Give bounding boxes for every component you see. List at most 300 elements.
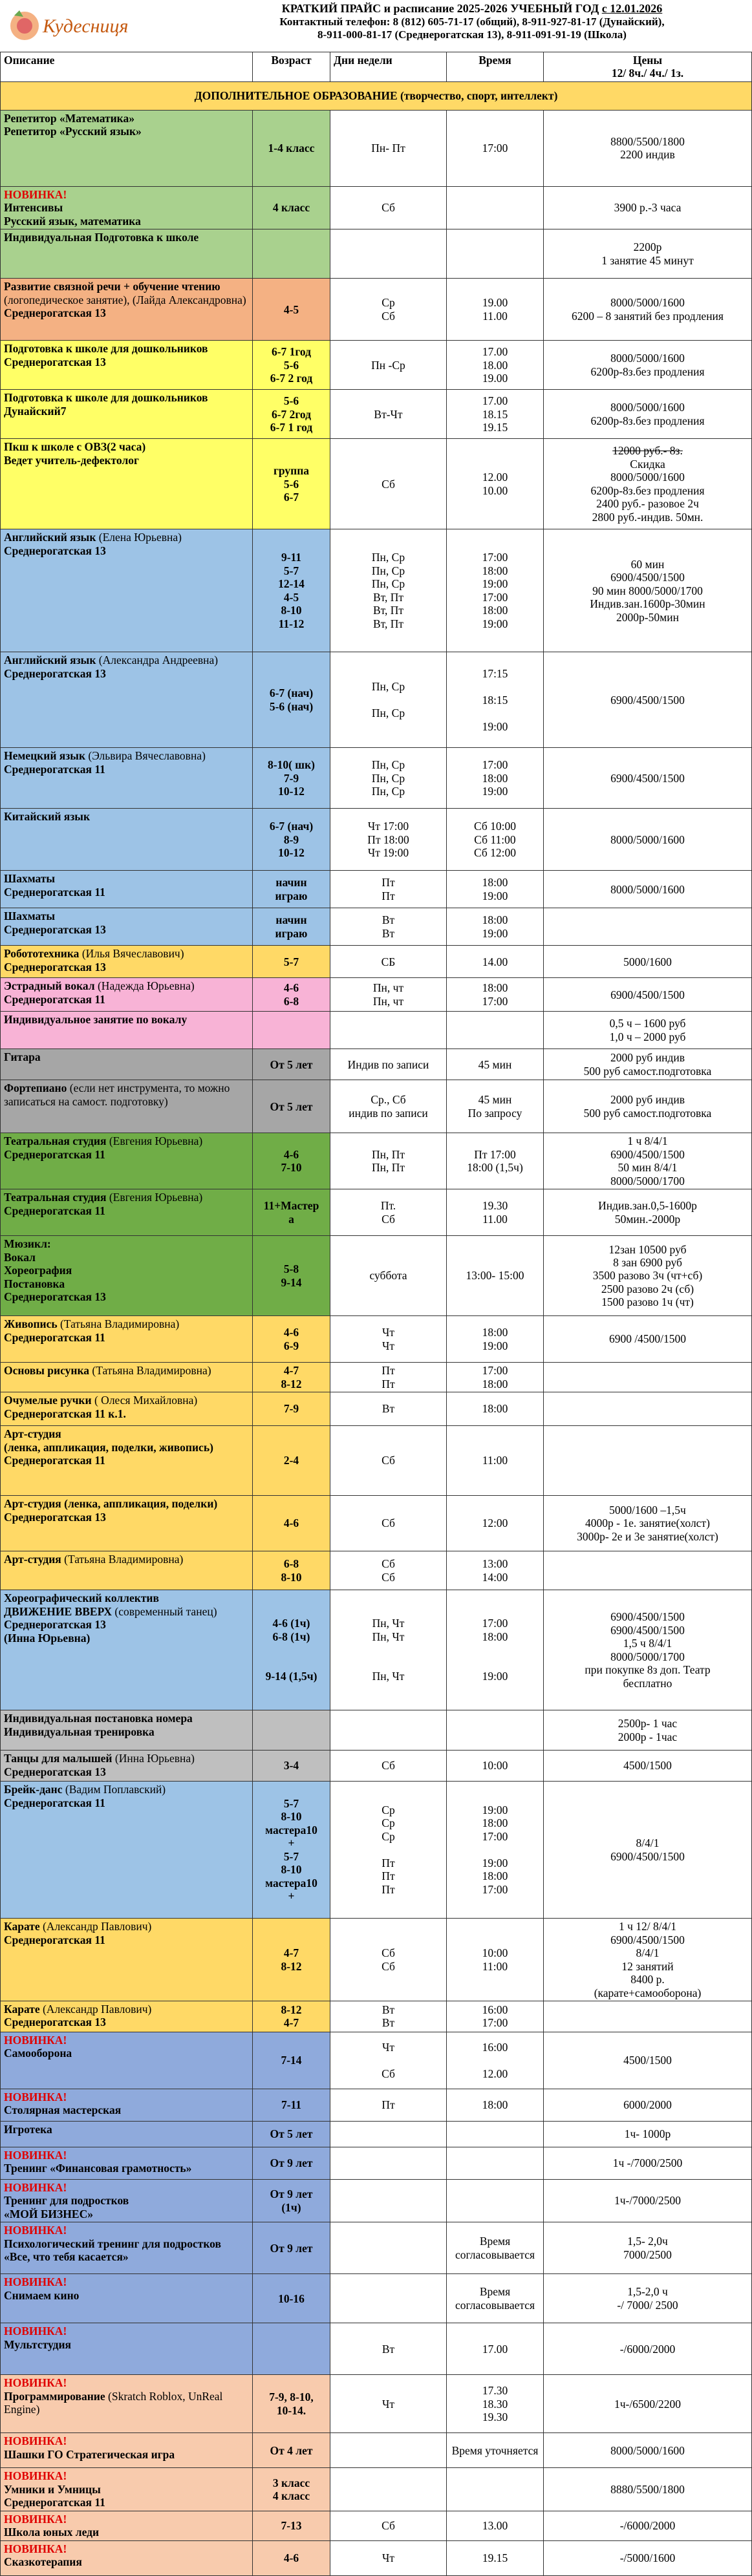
age-value: От 9 лет (1ч) [270,2187,313,2214]
row-age [253,1316,330,1363]
price-value: 60 мин 6900/4500/1500 90 мин 8000/5000/1700 Индив.зан.1600р-30мин 2000р-50мин [590,557,705,624]
row-days [330,2089,447,2121]
row-title: Подготовка к школе для дошкольников Дунайский7 [4,391,208,418]
row-desc [1,1751,253,1782]
price-value: 8000/5000/1600 [610,833,685,846]
age-value: 3-4 [283,1759,299,1772]
row-title: Шахматы Среднерогатская 11 [4,872,105,899]
row-title: Арт-студия [4,1553,61,1566]
row-days [330,110,447,186]
new-badge: НОВИНКА! [4,2090,67,2103]
row-desc [1,1012,253,1049]
row-days [330,529,447,652]
row-price [544,1080,752,1133]
days-value: Сб [381,1454,395,1467]
row-time [447,809,544,871]
age-value: 3 класс 4 класс [272,2476,310,2503]
row-title: Живопись [4,1317,58,1331]
table-row [1,1710,752,1751]
row-title: Карате [4,1920,40,1933]
days-value: Сб [381,1517,395,1530]
row-days [330,1919,447,2001]
time-value: 19:00 18:00 17:00 19:00 18:00 17:00 [482,1804,508,1896]
row-time [447,1590,544,1710]
row-title: Индивидуальное занятие по вокалу [4,1013,188,1027]
table-row [1,229,752,279]
table-row [1,2032,752,2089]
row-price [544,1710,752,1751]
time-value: 17.00 18.15 19.15 [482,394,508,434]
row-location: Среднерогатская 13 [4,1765,106,1778]
row-days [330,1189,447,1236]
row-days [330,1782,447,1919]
row-subtitle: (Илья Вячеславович) [81,947,184,961]
row-days [330,279,447,341]
price-value: 1ч-/7000/2500 [614,2194,682,2208]
row-days [330,2375,447,2433]
days-value: Пн, Ср Пн, Ср Пн, Ср [371,758,405,798]
row-days [330,1012,447,1049]
price-value: 6900/4500/1500 6900/4500/1500 1,5 ч 8/4/1 8000/5000/1700 при покупке 8з доп. Театр бесплатно [585,1610,711,1690]
days-value: СБ [381,955,396,968]
days-value: Сб [381,2519,395,2533]
table-row [1,2468,752,2511]
table-row [1,1426,752,1496]
row-age [253,1363,330,1392]
section-title: ДОПОЛНИТЕЛЬНОЕ ОБРАЗОВАНИЕ (творчество, спорт, интеллект) [1,81,752,110]
row-days [330,1236,447,1316]
row-time [447,1919,544,2001]
header [0,0,751,52]
row-subtitle: (если нет инструмента, то можно записаться на самост. подготовку) [4,1081,230,1108]
row-days [330,186,447,229]
row-price [544,2179,752,2222]
age-value: 9-11 5-7 12-14 4-5 8-10 11-12 [278,551,305,630]
row-desc [1,2511,253,2540]
row-desc [1,1236,253,1316]
days-value: Пн, Ср Пн, Ср [371,680,405,720]
days-value: Сб [381,477,395,491]
price-value: -/6000/2000 [619,2342,676,2356]
row-price [544,1133,752,1189]
contact-line2: 8-911-000-81-17 (Среднерогатская 13), 8-911-091-91-19 (Школа) [317,28,627,41]
row-price [544,809,752,871]
price-value: 8000/5000/1600 6200 – 8 занятий без продления [572,296,724,323]
row-subtitle: (Надежда Юрьевна) [97,979,195,993]
age-value: начин играю [275,876,308,902]
table-row [1,186,752,229]
age-value: 7-9, 8-10, 10-14. [269,2390,314,2417]
row-days [330,2121,447,2147]
col-time: Время [447,52,544,82]
table-row [1,871,752,908]
price-value: Индив.зан.0,5-1600р 50мин.-2000р [598,1199,697,1226]
time-value: 17:00 [482,142,508,155]
row-price [544,1426,752,1496]
time-value: 17:00 18:00 [482,1364,508,1390]
row-title: Театральная студия [4,1134,107,1148]
row-days [330,1363,447,1392]
row-location: Среднерогатская 11 [4,762,105,776]
table-row [1,1049,752,1080]
row-price [544,110,752,186]
row-time [447,2121,544,2147]
table-row [1,279,752,341]
row-age [253,1710,330,1751]
days-value: Сб [381,1759,395,1772]
row-subtitle: (Инна Юрьевна) [114,1752,195,1765]
row-price [544,1551,752,1590]
table-row [1,2511,752,2540]
new-badge: НОВИНКА! [4,2033,67,2047]
table-row [1,2001,752,2032]
row-price [544,978,752,1012]
row-age [253,2323,330,2375]
row-days [330,2222,447,2274]
row-price [544,1189,752,1236]
table-row [1,1363,752,1392]
row-time [447,2468,544,2511]
age-value: 7-9 [283,1402,299,1416]
row-desc [1,1189,253,1236]
row-age [253,908,330,946]
table-row [1,1392,752,1426]
age-value: 4-6 6-8 [283,981,299,1008]
table-header [1,52,752,82]
row-title: Гитара [4,1050,41,1064]
row-age [253,2147,330,2179]
row-desc [1,2032,253,2089]
row-desc [1,748,253,809]
row-title: Театральная студия [4,1191,107,1204]
row-desc [1,2323,253,2375]
row-price [544,2540,752,2575]
row-age [253,1236,330,1316]
age-value: 11+Мастер а [263,1199,319,1226]
row-age [253,2001,330,2032]
row-location: Среднерогатская 11 [4,1933,105,1946]
row-days [330,2001,447,2032]
time-value: 17:00 18:00 19:00 [482,1617,508,1683]
row-desc [1,1049,253,1080]
row-title: Робототехника [4,947,80,961]
row-title: Игротека [4,2122,52,2136]
age-value: От 5 лет [270,1100,313,1113]
row-location: Среднерогатская 11 [4,2496,105,2509]
logo-text: Кудесниця [43,16,129,37]
price-value: 6900/4500/1500 [610,988,685,1001]
row-time [447,2375,544,2433]
row-time [447,186,544,229]
row-age [253,946,330,978]
time-value: 17.30 18.30 19.30 [482,2384,508,2424]
row-desc [1,186,253,229]
row-days [330,1133,447,1189]
price-value: 1ч- 1000р [624,2127,671,2141]
age-value: 6-8 8-10 [281,1557,302,1584]
row-age [253,2089,330,2121]
row-subtitle: (Skratch Roblox, UnReal Engine) [4,2389,223,2416]
row-price [544,2222,752,2274]
row-desc [1,1496,253,1551]
time-value: 16:00 12.00 [482,2040,508,2080]
row-title: Психологический тренинг для подростков «Все, что тебя касается» [4,2237,221,2264]
price-value: 3900 р.-3 часа [614,201,682,215]
row-age [253,341,330,390]
age-value: 4-6 6-9 [283,1326,299,1352]
row-time [447,1551,544,1590]
time-value: Время уточняется [451,2443,539,2457]
new-badge: НОВИНКА! [4,2180,67,2194]
days-value: Пн, Ср Пн, Ср Пн, Ср Вт, Пт Вт, Пт Вт, Пт [371,551,405,630]
row-time [447,1751,544,1782]
row-title: Карате [4,2002,40,2016]
row-time [447,2323,544,2375]
row-desc [1,946,253,978]
row-title: Программирование [4,2389,105,2403]
row-title: Китайский язык [4,810,91,824]
days-value: Пн- Пт [371,142,405,155]
row-time [447,390,544,439]
price-value: -/5000/1600 [619,2551,676,2564]
days-value: Чт Чт [381,1326,395,1352]
row-location: Среднерогатская 13 [4,2016,106,2029]
row-price [544,871,752,908]
row-desc [1,1316,253,1363]
row-desc [1,1551,253,1590]
row-age [253,2375,330,2433]
row-price [544,652,752,748]
row-days [330,1751,447,1782]
price-value: 8880/5500/1800 [610,2482,685,2496]
row-time [447,946,544,978]
row-subtitle: (Вадим Поплавский) [65,1783,166,1796]
row-price [544,341,752,390]
row-time [447,1782,544,1919]
row-days [330,748,447,809]
row-age [253,652,330,748]
table-row [1,439,752,529]
row-desc [1,978,253,1012]
days-value: Вт Вт [381,913,395,940]
row-location: Среднерогатская 13 (Инна Юрьевна) [4,1618,106,1645]
row-time [447,2179,544,2222]
age-value: 7-13 [281,2519,302,2533]
row-days [330,1590,447,1710]
new-badge: НОВИНКА! [4,2512,67,2526]
row-price [544,1049,752,1080]
row-time [447,908,544,946]
days-value: Вт [381,1402,395,1416]
age-value: 4-6 7-10 [281,1147,302,1175]
row-days [330,2540,447,2575]
row-time [447,2001,544,2032]
table-row [1,908,752,946]
row-days [330,652,447,748]
age-value: 4-7 8-12 [281,1946,302,1973]
row-title: Арт-студия (ленка, аппликация, поделки, живопись) [4,1427,213,1454]
row-age [253,390,330,439]
table-row [1,1551,752,1590]
row-price [544,748,752,809]
table-row [1,1189,752,1236]
row-price [544,2147,752,2179]
time-value: 13:00- 15:00 [466,1269,524,1283]
row-price [544,2375,752,2433]
row-desc [1,2375,253,2433]
contact-line1: Контактный телефон: 8 (812) 605-71-17 (общий), 8-911-927-81-17 (Дунайский), [279,16,665,28]
row-subtitle: (Александра Андреевна) [98,654,219,667]
row-desc [1,439,253,529]
row-desc [1,2001,253,2032]
row-age [253,1392,330,1426]
row-price [544,529,752,652]
row-age [253,871,330,908]
row-desc [1,2468,253,2511]
days-value: Пн -Ср [371,358,405,372]
price-value: 8/4/1 6900/4500/1500 [610,1836,685,1863]
row-location: Среднерогатская 11 [4,992,105,1006]
age-value: От 5 лет [270,1058,313,1071]
row-time [447,341,544,390]
time-value: Пт 17:00 18:00 (1,5ч) [467,1147,523,1175]
price-value: 0,5 ч – 1600 руб 1,0 ч – 2000 руб [609,1017,686,1043]
row-title: Брейк-данс [4,1783,63,1796]
row-time [447,1710,544,1751]
age-value: 5-6 6-7 2год 6-7 1 год [270,394,313,434]
age-value: 4 класс [272,201,310,215]
days-value: Пт Пт [381,1364,395,1390]
row-price [544,439,752,529]
row-time [447,1316,544,1363]
row-subtitle: (Евгения Юрьевна) [109,1191,203,1204]
row-location: Среднерогатская 11 [4,1204,105,1217]
price-value: 2200р 1 занятие 45 минут [601,240,694,267]
time-value: Время согласовывается [455,2235,535,2261]
new-badge: НОВИНКА! [4,2148,67,2162]
row-title: Индивидуальная постановка номера Индивидуальная тренировка [4,1712,193,1738]
row-desc [1,1710,253,1751]
time-value: 18:00 19:00 [482,913,508,940]
table-row [1,1590,752,1710]
time-value: 16:00 17:00 [482,2003,508,2030]
table-row [1,946,752,978]
age-value: 7-11 [281,2098,302,2112]
time-value: 17:00 18:00 19:00 17:00 18:00 19:00 [482,551,508,630]
days-value: Пт [381,2098,395,2112]
row-days [330,908,447,946]
price-value: 6900/4500/1500 [610,771,685,785]
row-title: Шахматы Среднерогатская 13 [4,910,106,936]
time-value: 13:00 14:00 [482,1557,508,1584]
row-location: Среднерогатская 11 [4,1330,105,1344]
table-row [1,1751,752,1782]
row-title: Индивидуальная Подготовка к школе [4,231,199,244]
age-value: 7-14 [281,2054,302,2067]
table-row [1,2375,752,2433]
price-value: 5000/1600 –1,5ч 4000р - 1е. занятие(холст) 3000р- 2е и 3е занятие(холст) [577,1503,718,1543]
row-age [253,2511,330,2540]
row-title: Очумелые ручки [4,1394,92,1407]
age-value: 4-6 [283,2551,299,2564]
table-row [1,2222,752,2274]
row-desc [1,2222,253,2274]
row-time [447,2274,544,2323]
age-value: 4-7 8-12 [281,1364,302,1390]
row-desc [1,1363,253,1392]
row-days [330,341,447,390]
time-value: 10:00 [482,1759,508,1772]
row-time [447,2147,544,2179]
days-value: Сб [381,201,395,215]
row-location: Среднерогатская 11 [4,1454,105,1467]
row-title: Умники и Умницы [4,2482,101,2496]
row-age [253,110,330,186]
row-age [253,1782,330,1919]
row-desc [1,229,253,279]
price-value: 5000/1600 [623,955,672,968]
time-value: 45 мин [478,1058,512,1071]
row-title: Репетитор «Математика» Репетитор «Русский язык» [4,111,142,138]
row-age [253,2274,330,2323]
row-price [544,2032,752,2089]
row-days [330,1049,447,1080]
row-location: Среднерогатская 13 [4,306,106,320]
row-days [330,809,447,871]
age-value: От 5 лет [270,2127,313,2141]
row-days [330,2433,447,2468]
table-row [1,809,752,871]
row-price [544,229,752,279]
row-days [330,2323,447,2375]
row-title: Сказкотерапия [4,2555,82,2569]
row-age [253,2540,330,2575]
age-value: 6-7 1год 5-6 6-7 2 год [270,345,313,385]
row-price [544,1751,752,1782]
row-price [544,2433,752,2468]
time-value: 19.30 11.00 [482,1199,508,1226]
table-row [1,1080,752,1133]
price-value: 2500р- 1 час 2000р - 1час [618,1717,678,1743]
price-value: 1 ч 12/ 8/4/1 6900/4500/1500 8/4/1 12 занятий 8400 р. (карате+самооборона) [594,1920,702,1999]
days-value: Индив по записи [347,1058,429,1071]
age-value: 4-6 (1ч) 6-8 (1ч) 9-14 (1,5ч) [265,1617,317,1683]
row-price [544,390,752,439]
table-row [1,390,752,439]
days-value: Чт Сб [381,2040,395,2080]
row-title: Интенсивы Русский язык, математика [4,201,141,228]
row-price [544,2274,752,2323]
row-time [447,529,544,652]
row-days [330,1496,447,1551]
row-location: Среднерогатская 11 [4,1147,105,1161]
new-badge: НОВИНКА! [4,2325,67,2338]
row-time [447,1363,544,1392]
row-age [253,1049,330,1080]
age-value: 5-7 [283,955,299,968]
row-age [253,229,330,279]
row-price [544,1919,752,2001]
row-time [447,1189,544,1236]
age-value: 4-5 [283,303,299,316]
row-time [447,439,544,529]
price-value: 1,5-2,0 ч -/ 7000/ 2500 [617,2285,678,2312]
row-days [330,978,447,1012]
age-value: От 9 лет [270,2241,313,2255]
time-value: 19.15 [482,2551,508,2564]
row-desc [1,871,253,908]
table-row [1,1316,752,1363]
